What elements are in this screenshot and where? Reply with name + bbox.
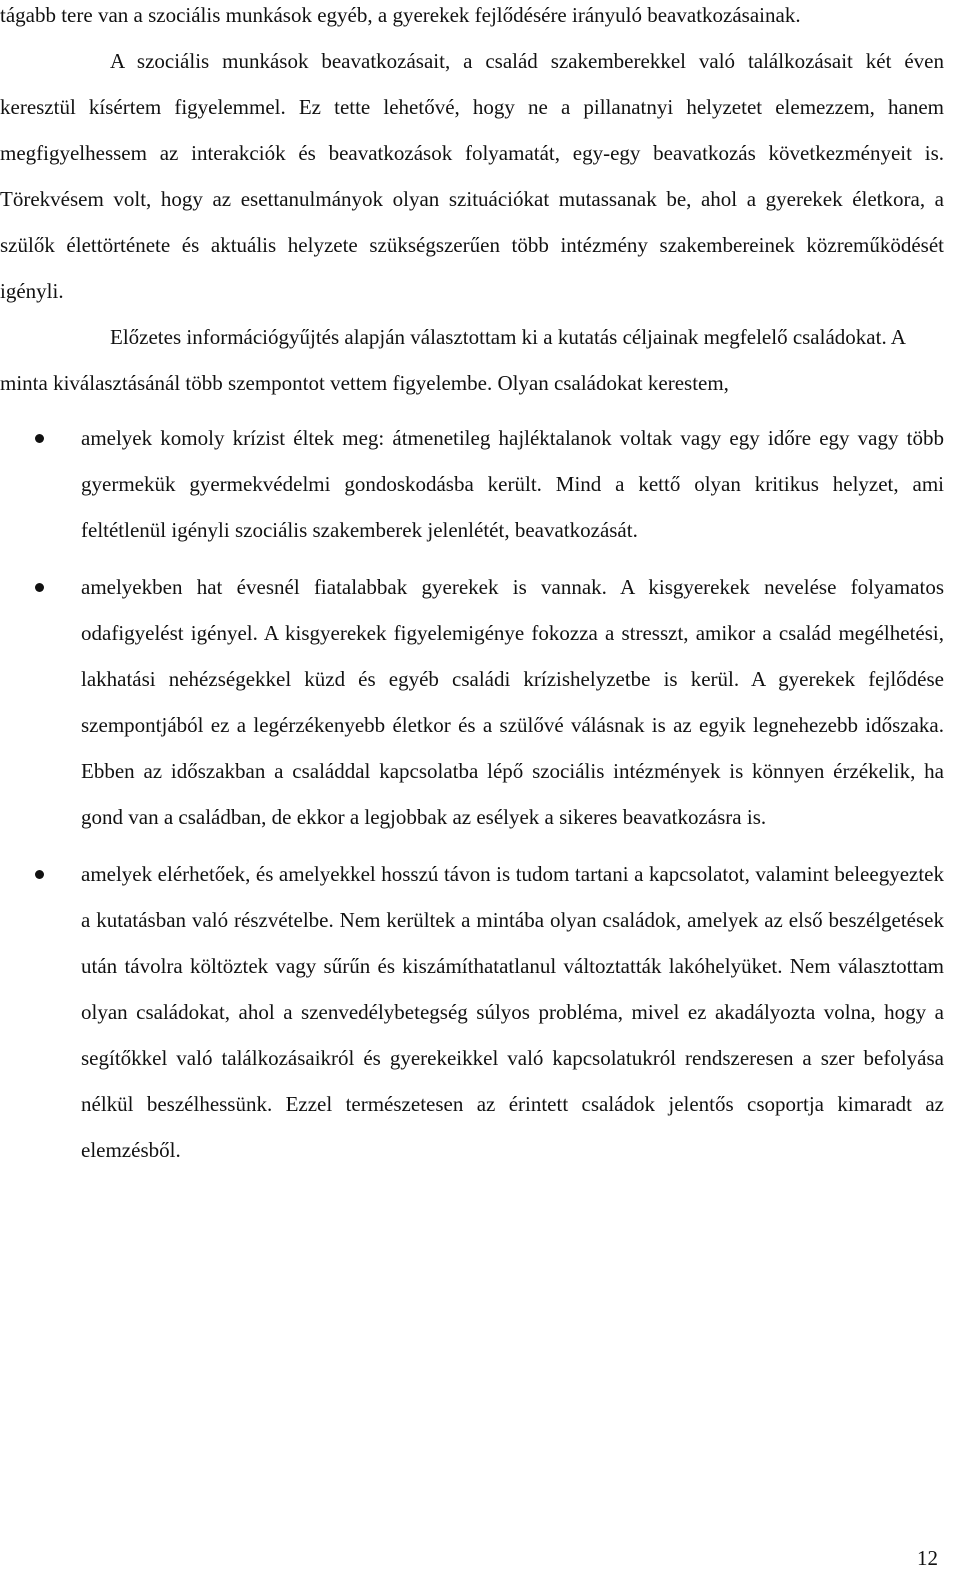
criteria-list — [0, 415, 944, 1173]
paragraph-2: A szociális munkások beavatkozásait, a család szakemberekkel való találkozásait két éven keresztül kísértem figyelemmel. Ez tette lehetővé, hogy ne a pillanatnyi helyzetet elemezzem, hanem megfigyelhessem az interakciók és beavatkozások folyamatát, egy-egy beavatkozás következményeit is. Törekvésem volt, hogy az esettanulmányok olyan szituációkat mutassanak be, ahol a gyerekek életkora, a szülők élettörténete és aktuális helyzete szükségszerűen több intézmény szakembereinek közreműködését igényli. — [0, 49, 944, 303]
paragraph-3: Előzetes információgyűjtés alapján választottam ki a kutatás céljainak megfelelő családokat. A minta kiválasztásánál több szempontot vettem figyelembe. Olyan családokat kerestem, — [0, 325, 905, 395]
list-item-text: amelyekben hat évesnél fiatalabbak gyerekek is vannak. A kisgyerekek nevelése folyamatos odafigyelést igényel. A kisgyerekek figyelemigénye fokozza a stresszt, amikor a család megélhetési, lakhatási nehézségekkel küzd és egyéb családi krízishelyzetbe is kerül. A gyerekek fejlődése szempontjából ez a legérzékenyebb életkor és a szülővé válásnak is az egyik legnehezebb időszaka. Ebben az időszakban a családdal kapcsolatba lépő szociális intézmények is könnyen érzékelik, ha gond van a családban, de ekkor a legjobbak az esélyek a sikeres beavatkozásra is. — [81, 575, 944, 829]
bullet-dot-icon — [35, 434, 44, 443]
bullet-dot-icon — [35, 583, 44, 592]
page-number: 12 — [917, 1546, 938, 1570]
list-item — [0, 564, 944, 840]
bullet-dot-icon — [35, 870, 44, 879]
list-item-text: amelyek komoly krízist éltek meg: átmenetileg hajléktalanok voltak vagy egy időre egy vagy több gyermekük gyermekvédelmi gondoskodásba került. Mind a kettő olyan kritikus helyzet, ami feltétlenül igényli szociális szakemberek jelenlétét, beavatkozását. — [81, 426, 944, 542]
paragraph-1: tágabb tere van a szociális munkások egyéb, a gyerekek fejlődésére irányuló beavatkozásainak. — [0, 3, 801, 27]
list-item-text: amelyek elérhetőek, és amelyekkel hosszú távon is tudom tartani a kapcsolatot, valamint beleegyeztek a kutatásban való részvételbe. Nem kerültek a mintába olyan családok, amelyek az első beszélgetések után távolra költöztek vagy sűrűn és kiszámíthatatlanul változtatták lakóhelyüket. Nem választottam olyan családokat, ahol a szenvedélybetegség súlyos probléma, mivel ez akadályozta volna, hogy a segítőkkel való találkozásaikról és gyerekeikkel való kapcsolatukról rendszeresen a szer befolyása nélkül beszélhessünk. Ezzel természetesen az érintett családok jelentős csoportja kimaradt az elemzésből. — [81, 862, 944, 1162]
list-item — [0, 415, 944, 553]
list-item — [0, 851, 944, 1173]
